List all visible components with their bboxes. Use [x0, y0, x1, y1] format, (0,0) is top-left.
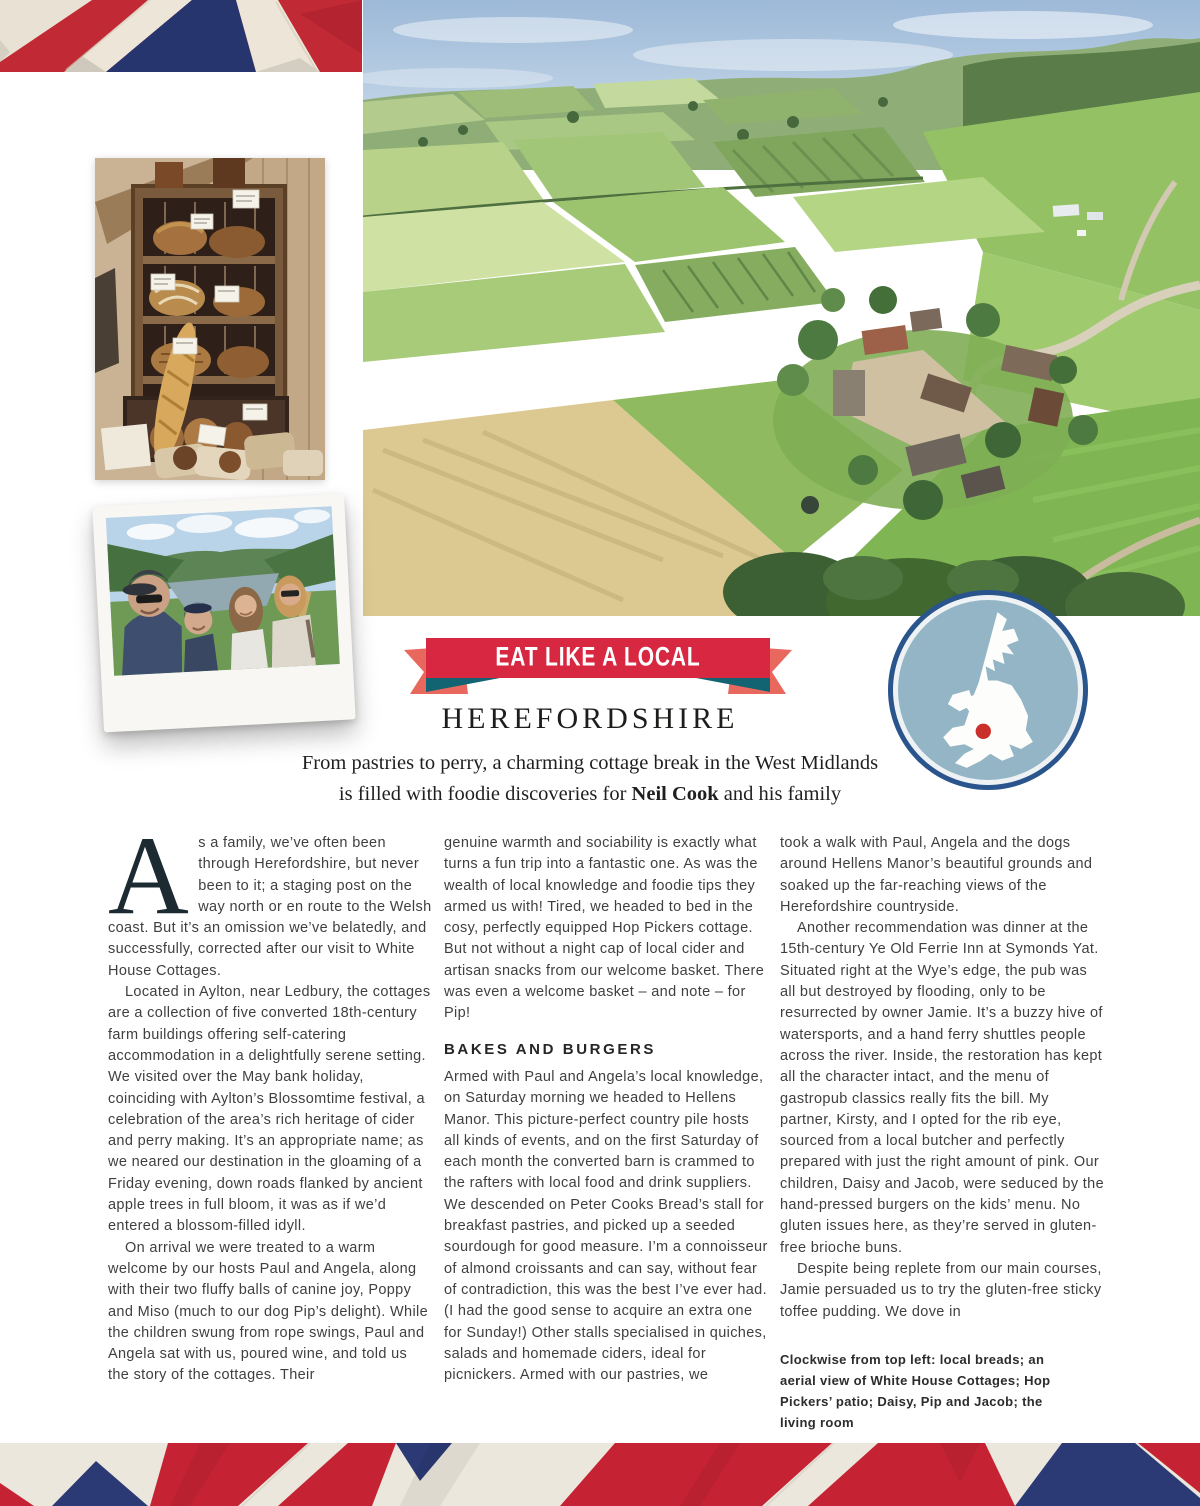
photo-caption: Clockwise from top left: local breads; an aerial view of White House Cottages; Hop Pickers’ patio; Daisy, Pip and Jacob; the living room [780, 1351, 1051, 1430]
union-jack-top-strip-image [0, 0, 362, 72]
paragraph: Despite being replete from our main courses, Jamie persuaded us to try the gluten-free sticky toffee pudding. We dove in [780, 1260, 1102, 1320]
ribbon-label: EAT LIKE A LOCAL [495, 641, 701, 673]
paragraph: On arrival we were treated to a warm welcome by our hosts Paul and Angela, along with their two fluffy balls of canine joy, Poppy and Miso (much to our dog Pip’s delight). While the children swung from rope swings, Paul and Angela sat with us, poured wine, and told us the story of the cottages. Their [108, 1239, 429, 1384]
article-column-1 [108, 814, 432, 1433]
standfirst-line1: From pastries to perry, a charming cottage break in the West Midlands [301, 752, 879, 774]
aerial-countryside-photo [363, 0, 1200, 616]
paragraph: took a walk with Paul, Angela and the dogs around Hellens Manor’s beautiful grounds and soaked up the far-reaching views of the Herefordshire countryside. [780, 835, 1093, 915]
union-jack-bottom-strip-image [0, 1443, 1200, 1506]
paragraph: genuine warmth and sociability is exactly what turns a fun trip into a fantastic one. As was the wealth of local knowledge and foodie tips they armed us with! Tired, we headed to bed in the cosy, perfectly equipped Hop Pickers cottage. But not without a night cap of local cider and artisan snacks from our welcome basket. There was even a welcome basket – and note – for Pip! [444, 835, 765, 1022]
drop-cap: A [108, 814, 190, 938]
standfirst-line2: is filled with foodie discoveries for Neil Cook and his family [338, 783, 842, 805]
trampoline [801, 496, 819, 514]
family-selfie-photo [106, 506, 340, 676]
section-heading: BAKES AND BURGERS [444, 1040, 656, 1058]
article-body [108, 814, 1104, 1433]
author-name: Neil Cook [631, 783, 719, 805]
paragraph: Located in Aylton, near Ledbury, the cottages are a collection of five converted 18th-century farm buildings offering self-catering accommodation in a delightfully serene setting. We visited over the May bank holiday, coinciding with Aylton’s Blossomtime festival, a celebration of the area’s rich heritage of cider and perry making. It’s an appropriate name; as we neared our destination in the gloaming of a Friday evening, down roads flanked by ancient apple trees in full bloom, it was as if we’d entered a blossom-filled idyll. [108, 984, 431, 1235]
paragraph: As a family, we’ve often been through Herefordshire, but never been to it; a staging post on the way north or en route to the Welsh coast. But it’s an omission we’ve belatedly, and successfully, corrected after our visit to White House Cottages. [108, 814, 432, 979]
standfirst [60, 748, 1120, 810]
paragraph: Another recommendation was dinner at the 15th-century Ye Old Ferrie Inn at Symonds Yat. Situated right at the Wye’s edge, the pub was all but destroyed by flooding, only to be resurrected by owner Jamie. It’s a buzzy hive of watersports, and a hand ferry shuttles people across the river. Inside, the restoration has kept all the character intact, and the menu of gastropub classics really fits the bill. My partner, Kirsty, and I opted for the rib eye, sourced from a local butcher and perfectly prepared with just the right amount of pink. Our children, Daisy and Jacob, were seduced by the hand-pressed burgers on the kids’ menu. No gluten issues here, as they’re served in gluten-free brioche buns. [780, 920, 1104, 1256]
article-column-2 [444, 833, 768, 1433]
paragraph: Armed with Paul and Angela’s local knowledge, on Saturday morning we headed to Hellens Manor. This picture-perfect country pile hosts all kinds of events, and on the first Saturday of each month the converted barn is crammed to the rafters with local food and drink suppliers. We descended on Peter Cooks Bread’s stall for breakfast pastries, and picked up a seeded sourdough for good measure. I’m a connoisseur of almond croissants and can say, without fear of contradiction, this was the best I’ve ever had. (I had the good sense to acquire an extra one for Sunday!) Other stalls specialised in quiches, salads and homemade ciders, ideal for picnickers. Armed with our pastries, we [444, 1068, 768, 1384]
eat-like-a-local-ribbon [402, 636, 794, 698]
article-column-3 [780, 833, 1104, 1433]
bread-stall-photo [95, 158, 325, 480]
page-title: HEREFORDSHIRE [441, 702, 739, 735]
family-polaroid [92, 494, 355, 733]
